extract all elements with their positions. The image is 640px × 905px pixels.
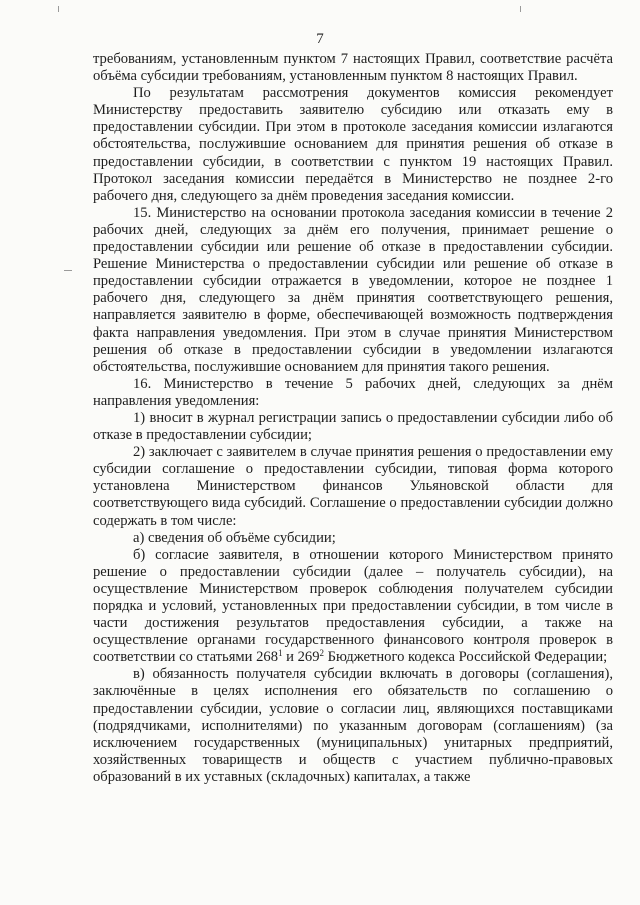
scan-edge-mark: [58, 6, 59, 12]
scan-edge-mark: [520, 6, 521, 12]
list-item-1: 1) вносит в журнал регистрации запись о предоставлении субсидии либо об отказе в предоставлении субсидии;: [93, 409, 613, 444]
superscript-2: 2: [319, 648, 324, 659]
paragraph-continuation: требованиям, установленным пунктом 7 настоящих Правил, соответствие расчёта объёма субсидии требованиям, установленным пунктом 8 настоящих Правил.: [93, 51, 613, 85]
subitem-b-text: б) согласие заявителя, в отношении которого Министерством принято решение о предоставлении субсидии (далее – получатель субсидии), на осуществление Министерством проверок соблюдения получателем субсидии порядка и условий, установленных при предоставлении субсидии, в том числе в части достижения результатов предоставления субсидии, а также на осуществление органами государственного финансового контроля проверок в соответствии со статьями 268: [93, 546, 613, 666]
paragraph-clause-15: 15. Министерство на основании протокола заседания комиссии в течение 2 рабочих дней, следующих за днём его получения, принимает решение о предоставлении субсидии или решение об отказе в предоставлении субсидии. Решение Министерства о предоставлении субсидии или решение об отказе в предоставлении субсидии отражается в уведомлении, которое не позднее 1 рабочего дня, следующего за днём принятия соответствующего решения, направляется заявителю в форме, обеспечивающей возможность подтверждения факта направления уведомления. При этом в случае принятия Министерством решения об отказе в предоставлении субсидии в уведомлении излагаются обстоятельства, послужившие основанием для принятия такого решения.: [93, 204, 613, 375]
subitem-b-text-end: Бюджетного кодекса Российской Федерации;: [324, 649, 608, 666]
document-body: [93, 51, 613, 786]
subitem-a: а) сведения об объёме субсидии;: [133, 529, 336, 546]
subitem-b-text-middle: и 269: [282, 649, 320, 666]
scan-edge-mark: [64, 270, 72, 271]
superscript-1: 1: [278, 648, 283, 659]
paragraph-clause-16: 16. Министерство в течение 5 рабочих дней, следующих за днём направления уведомления:: [93, 375, 613, 409]
page-number: 7: [316, 31, 324, 47]
list-item-2: 2) заключает с заявителем в случае принятия решения о предоставлении ему субсидии соглашение о предоставлении субсидии, типовая форма которого установлена Министерством финансов Ульяновской области для соответствующего вида субсидий. Соглашение о предоставлении субсидии должно содержать в том числе:: [93, 444, 613, 529]
subitem-b: [93, 547, 613, 667]
subitem-v: в) обязанность получателя субсидии включать в договоры (соглашения), заключённые в целях исполнения его обязательств по соглашению о предоставлении субсидии, условие о согласии лиц, являющихся поставщиками (подрядчиками, исполнителями) по указанным договорам (соглашениям) (за исключением государственных (муниципальных) унитарных предприятий, хозяйственных товариществ и обществ с участием публично-правовых образований в их уставных (складочных) капиталах, а также: [93, 666, 613, 785]
paragraph-commission-results: По результатам рассмотрения документов комиссия рекомендует Министерству предоставить заявителю субсидию или отказать ему в предоставлении субсидии. При этом в протоколе заседания комиссии излагаются обстоятельства, послужившие основанием для принятия решения об отказе в предоставлении субсидии, в соответствии с пунктом 19 настоящих Правил. Протокол заседания комиссии передаётся в Министерство не позднее 2-го рабочего дня, следующего за днём проведения заседания комиссии.: [93, 85, 613, 204]
